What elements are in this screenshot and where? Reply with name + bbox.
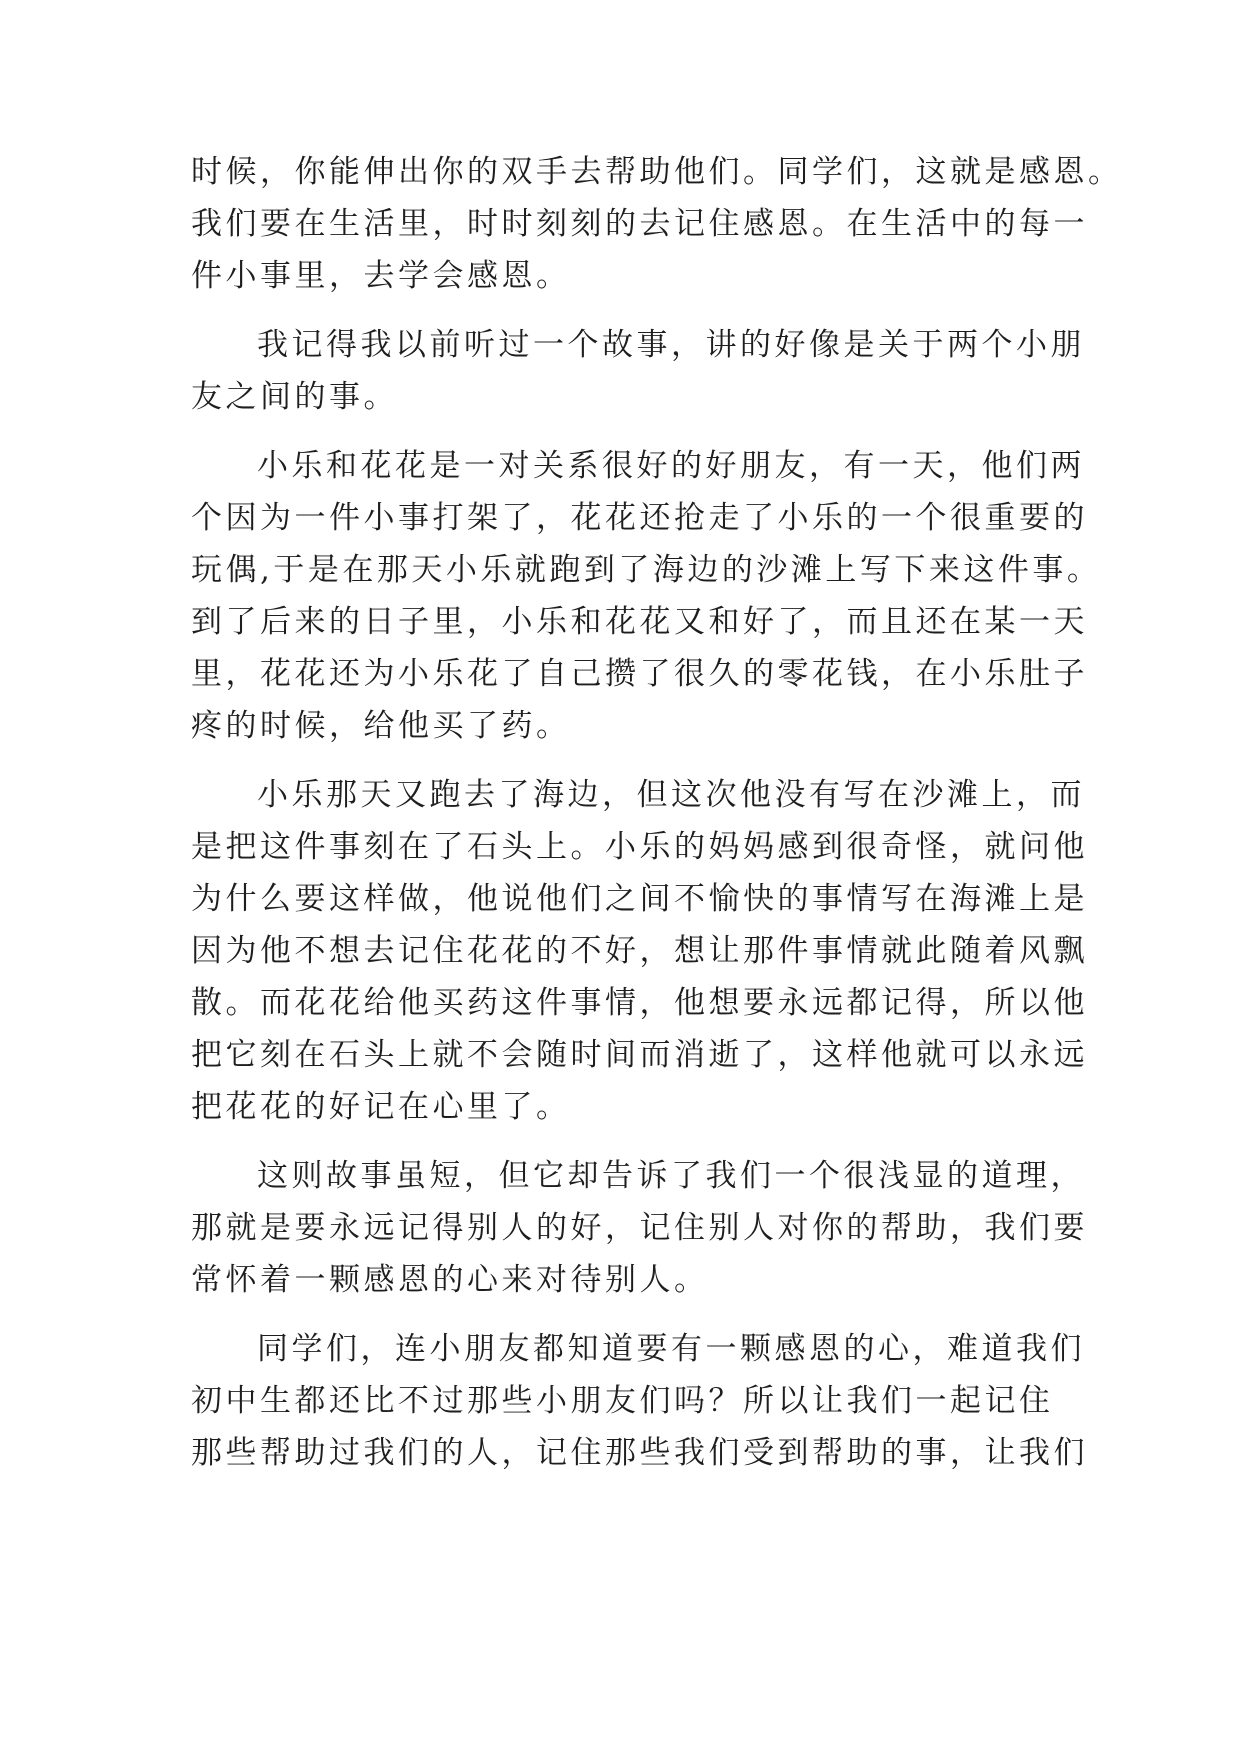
text-line: 件小事里，去学会感恩。: [191, 258, 571, 294]
text-line: 把它刻在石头上就不会随时间而消逝了，这样他就可以永远: [191, 1037, 1088, 1073]
text-line: 初中生都还比不过那些小朋友们吗？所以让我们一起记住: [191, 1383, 1054, 1419]
paragraph-first-line: 小乐和花花是一对关系很好的好朋友，有一天，他们两: [257, 448, 1085, 484]
text-line: 散。而花花给他买药这件事情，他想要永远都记得，所以他: [191, 985, 1088, 1021]
text-line: 把花花的好记在心里了。: [191, 1089, 571, 1125]
text-line: 是把这件事刻在了石头上。小乐的妈妈感到很奇怪，就问他: [191, 829, 1088, 865]
paragraph-first-line: 同学们，连小朋友都知道要有一颗感恩的心，难道我们: [257, 1331, 1085, 1367]
text-line: 常怀着一颗感恩的心来对待别人。: [191, 1262, 709, 1298]
text-line: 时候，你能伸出你的双手去帮助他们。同学们，这就是感恩。: [191, 154, 1123, 190]
text-line: 个因为一件小事打架了，花花还抢走了小乐的一个很重要的: [191, 500, 1088, 536]
paragraph-first-line: 我记得我以前听过一个故事，讲的好像是关于两个小朋: [257, 327, 1085, 363]
text-line: 那就是要永远记得别人的好，记住别人对你的帮助，我们要: [191, 1210, 1088, 1246]
text-line: 友之间的事。: [191, 379, 398, 415]
text-line: 为什么要这样做，他说他们之间不愉快的事情写在海滩上是: [191, 881, 1088, 917]
text-line: 那些帮助过我们的人，记住那些我们受到帮助的事，让我们: [191, 1435, 1088, 1471]
text-line: 疼的时候，给他买了药。: [191, 708, 571, 744]
text-line: 因为他不想去记住花花的不好，想让那件事情就此随着风飘: [191, 933, 1088, 969]
text-line: 到了后来的日子里，小乐和花花又和好了，而且还在某一天: [191, 604, 1088, 640]
text-line: 玩偶,于是在那天小乐就跑到了海边的沙滩上写下来这件事。: [191, 552, 1102, 588]
paragraph-first-line: 小乐那天又跑去了海边，但这次他没有写在沙滩上，而: [257, 777, 1085, 813]
text-line: 里，花花还为小乐花了自己攒了很久的零花钱，在小乐肚子: [191, 656, 1088, 692]
text-line: 我们要在生活里，时时刻刻的去记住感恩。在生活中的每一: [191, 206, 1088, 242]
paragraph-first-line: 这则故事虽短，但它却告诉了我们一个很浅显的道理，: [257, 1158, 1085, 1194]
